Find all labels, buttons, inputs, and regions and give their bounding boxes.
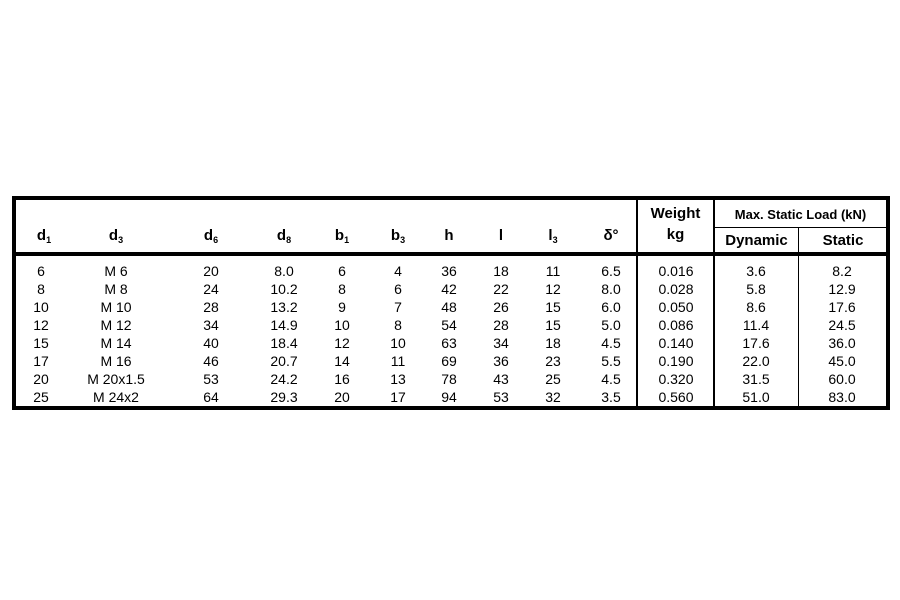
cell-d3: M 6 (104, 263, 128, 279)
cell-d1: 20 (33, 371, 49, 387)
cell-l: 34 (493, 335, 509, 351)
cell-h: 94 (441, 389, 457, 405)
cell-d6: 64 (203, 389, 219, 405)
cell-static: 8.2 (832, 263, 852, 279)
cell-d8: 29.3 (270, 389, 298, 405)
cell-dynamic: 5.8 (746, 281, 766, 297)
dimensions-load-table (12, 196, 890, 410)
header-b3: $b_3$ (390, 227, 406, 245)
cell-b1: 12 (334, 335, 350, 351)
cell-b3: 7 (394, 299, 402, 315)
header-dynamic: Dynamic (725, 232, 788, 249)
cell-l: 18 (493, 263, 509, 279)
cell-h: 42 (441, 281, 457, 297)
cell-d3: M 8 (104, 281, 128, 297)
cell-d3: M 24x2 (93, 389, 139, 405)
cell-static: 17.6 (828, 299, 856, 315)
cell-l: 26 (493, 299, 509, 315)
header-l: l (498, 227, 504, 244)
cell-l3: 18 (545, 335, 561, 351)
cell-b1: 20 (334, 389, 350, 405)
cell-d8: 20.7 (270, 353, 298, 369)
cell-b1: 9 (338, 299, 346, 315)
cell-d3: M 12 (100, 317, 132, 333)
header-b1: $b_1$ (334, 227, 350, 245)
cell-l3: 25 (545, 371, 561, 387)
cell-static: 45.0 (828, 353, 856, 369)
cell-b3: 11 (390, 353, 406, 369)
load-column-divider (713, 200, 715, 406)
cell-static: 60.0 (828, 371, 856, 387)
cell-d1: 25 (33, 389, 49, 405)
cell-b3: 17 (390, 389, 406, 405)
header-weight: Weight (650, 205, 701, 222)
cell-d8: 24.2 (270, 371, 298, 387)
cell-static: 24.5 (828, 317, 856, 333)
cell-l: 53 (493, 389, 509, 405)
cell-d3: M 14 (100, 335, 132, 351)
cell-b1: 8 (338, 281, 346, 297)
header-d6: $d_6$ (203, 227, 219, 245)
cell-d6: 24 (203, 281, 219, 297)
header-angle: δ° (603, 227, 619, 244)
header-l3: $l_3$ (548, 227, 558, 245)
cell-dynamic: 22.0 (742, 353, 770, 369)
cell-l: 22 (493, 281, 509, 297)
cell-b1: 14 (334, 353, 350, 369)
cell-d6: 28 (203, 299, 219, 315)
cell-d6: 46 (203, 353, 219, 369)
header-h: h (444, 227, 454, 244)
cell-angle: 6.5 (601, 263, 621, 279)
header-d3: $d_3$ (108, 227, 124, 245)
cell-d6: 53 (203, 371, 219, 387)
cell-l: 43 (493, 371, 509, 387)
cell-d8: 13.2 (270, 299, 298, 315)
cell-static: 12.9 (828, 281, 856, 297)
cell-weight: 0.028 (658, 281, 694, 297)
cell-static: 36.0 (828, 335, 856, 351)
cell-dynamic: 11.4 (742, 317, 770, 333)
cell-b3: 6 (394, 281, 402, 297)
cell-l3: 11 (545, 263, 561, 279)
cell-d8: 18.4 (270, 335, 298, 351)
cell-b3: 8 (394, 317, 402, 333)
header-d8: $d_8$ (276, 227, 292, 245)
cell-angle: 3.5 (601, 389, 621, 405)
cell-dynamic: 8.6 (746, 299, 766, 315)
cell-d3: M 20x1.5 (87, 371, 145, 387)
cell-angle: 6.0 (601, 299, 621, 315)
dynamic-static-divider (798, 227, 799, 406)
header-max-static-load: Max. Static Load (kN) (734, 207, 867, 222)
cell-weight: 0.086 (658, 317, 694, 333)
cell-d8: 14.9 (270, 317, 298, 333)
cell-d1: 10 (33, 299, 49, 315)
cell-dynamic: 51.0 (742, 389, 770, 405)
cell-b1: 16 (334, 371, 350, 387)
cell-l3: 12 (545, 281, 561, 297)
cell-weight: 0.016 (658, 263, 694, 279)
cell-l3: 23 (545, 353, 561, 369)
cell-d1: 12 (33, 317, 49, 333)
cell-weight: 0.320 (658, 371, 694, 387)
cell-d3: M 10 (100, 299, 132, 315)
cell-weight: 0.190 (658, 353, 694, 369)
cell-angle: 5.5 (601, 353, 621, 369)
cell-weight: 0.050 (658, 299, 694, 315)
load-subheader-divider (713, 227, 886, 228)
cell-angle: 8.0 (601, 281, 621, 297)
cell-l3: 15 (545, 317, 561, 333)
header-d1: $d_1$ (36, 227, 52, 245)
cell-l3: 32 (545, 389, 561, 405)
cell-b1: 10 (334, 317, 350, 333)
cell-d1: 15 (33, 335, 49, 351)
cell-weight: 0.560 (658, 389, 694, 405)
cell-d6: 20 (203, 263, 219, 279)
cell-d1: 8 (37, 281, 45, 297)
cell-angle: 4.5 (601, 335, 621, 351)
cell-b3: 4 (394, 263, 402, 279)
cell-h: 63 (441, 335, 457, 351)
cell-l3: 15 (545, 299, 561, 315)
cell-h: 78 (441, 371, 457, 387)
cell-angle: 4.5 (601, 371, 621, 387)
cell-d8: 8.0 (274, 263, 294, 279)
cell-h: 36 (441, 263, 457, 279)
cell-dynamic: 3.6 (746, 263, 766, 279)
cell-h: 54 (441, 317, 457, 333)
header-static: Static (822, 232, 864, 249)
cell-d8: 10.2 (270, 281, 298, 297)
cell-l: 36 (493, 353, 509, 369)
cell-h: 69 (441, 353, 457, 369)
cell-l: 28 (493, 317, 509, 333)
cell-weight: 0.140 (658, 335, 694, 351)
cell-d6: 34 (203, 317, 219, 333)
cell-b1: 6 (338, 263, 346, 279)
cell-d1: 17 (33, 353, 49, 369)
cell-h: 48 (441, 299, 457, 315)
cell-angle: 5.0 (601, 317, 621, 333)
cell-dynamic: 31.5 (742, 371, 770, 387)
cell-b3: 13 (390, 371, 406, 387)
cell-d6: 40 (203, 335, 219, 351)
cell-d3: M 16 (100, 353, 132, 369)
cell-static: 83.0 (828, 389, 856, 405)
cell-dynamic: 17.6 (742, 335, 770, 351)
cell-d1: 6 (37, 263, 45, 279)
header-divider (16, 252, 886, 256)
cell-b3: 10 (390, 335, 406, 351)
header-weight-unit: kg (666, 226, 685, 243)
